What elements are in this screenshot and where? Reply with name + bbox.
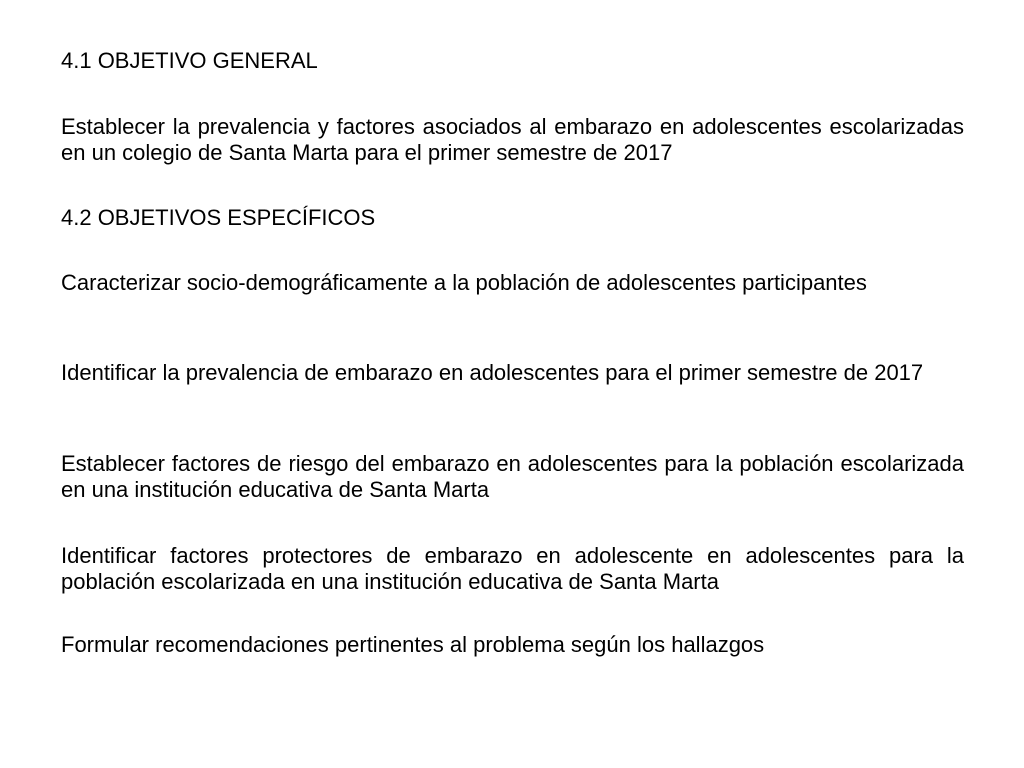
specific-objective-1: Caracterizar socio-demográficamente a la población de adolescentes participantes bbox=[61, 270, 867, 295]
specific-objective-5: Formular recomendaciones pertinentes al problema según los hallazgos bbox=[61, 632, 765, 657]
specific-objective-4: Identificar factores protectores de embarazo en adolescente en adolescentes para la población escolarizada en una institución educativa de Santa Marta bbox=[61, 543, 964, 594]
slide-content bbox=[61, 0, 964, 768]
heading-general-objective: 4.1 OBJETIVO GENERAL bbox=[61, 48, 318, 73]
heading-specific-objectives: 4.2 OBJETIVOS ESPECÍFICOS bbox=[61, 205, 376, 230]
general-objective-text: Establecer la prevalencia y factores asociados al embarazo en adolescentes escolarizadas en un colegio de Santa Marta para el primer semestre de 2017 bbox=[61, 114, 964, 165]
specific-objective-2: Identificar la prevalencia de embarazo en adolescentes para el primer semestre de 2017 bbox=[61, 360, 924, 385]
specific-objective-3: Establecer factores de riesgo del embarazo en adolescentes para la población escolarizada en una institución educativa de Santa Marta bbox=[61, 451, 964, 502]
